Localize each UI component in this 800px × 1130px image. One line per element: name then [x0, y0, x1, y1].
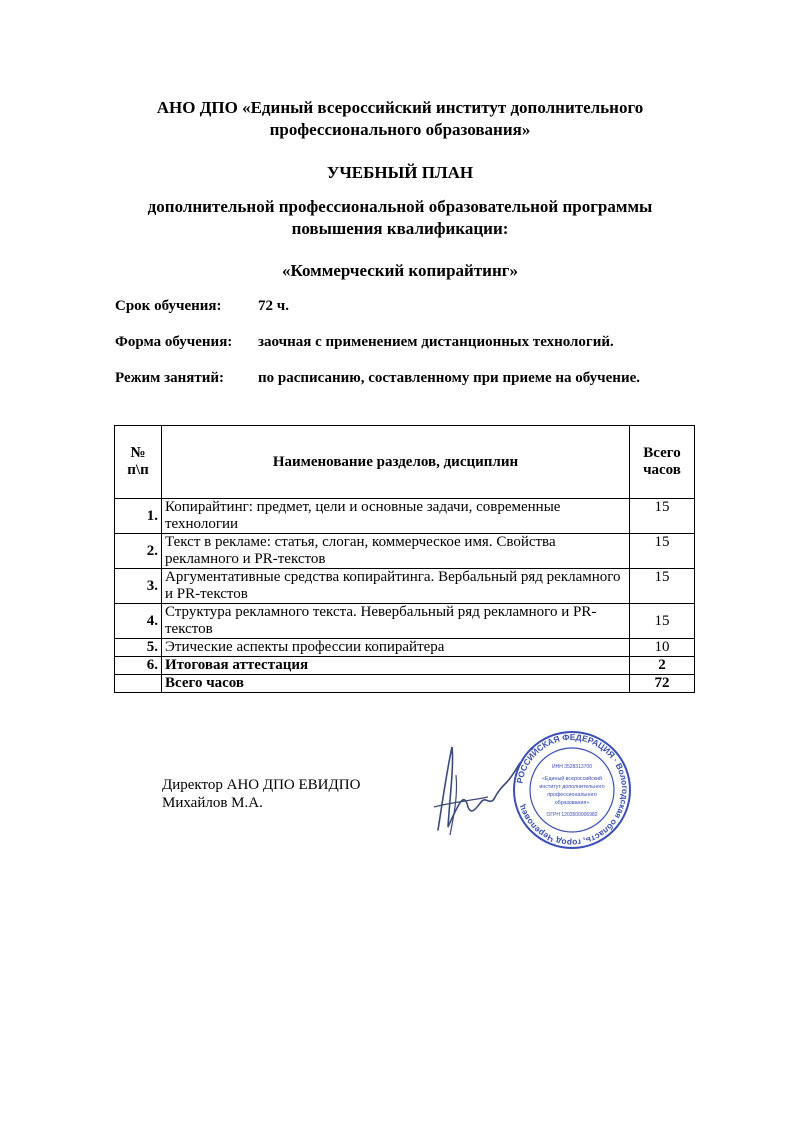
subtitle-line-1: дополнительной профессиональной образовательной программы	[147, 197, 653, 216]
row-num: 4.	[115, 604, 162, 639]
col-header-hours-line-2: часов	[643, 462, 681, 478]
term-label: Срок обучения:	[115, 298, 222, 314]
form-label: Форма обучения:	[115, 334, 233, 350]
col-header-hours-line-1: Всего	[643, 445, 681, 461]
row-num: 6.	[115, 657, 162, 675]
mode-value: по расписанию, составленному при приеме на обучение.	[258, 370, 640, 386]
form-value: заочная с применением дистанционных технологий.	[258, 334, 614, 350]
table-total-row	[115, 675, 695, 693]
row-hours: 15	[630, 604, 695, 639]
table-row	[115, 604, 695, 639]
stamp-inner-line-1: «Единый всероссийский	[541, 776, 603, 782]
total-num-empty	[115, 675, 162, 693]
subtitle-line-2: повышения квалификации:	[291, 219, 509, 238]
info-row-mode	[115, 369, 640, 387]
table-row	[115, 639, 695, 657]
stamp-outer-text: РОССИЙСКАЯ ФЕДЕРАЦИЯ · Вологодская область, город Череповец	[514, 731, 631, 849]
row-name: Этические аспекты профессии копирайтера	[162, 639, 630, 657]
info-row-form	[115, 333, 614, 351]
total-label: Всего часов	[162, 675, 630, 693]
mode-label: Режим занятий:	[115, 370, 225, 386]
organization-name	[0, 97, 800, 141]
table-header-row	[115, 426, 695, 499]
director-name: Михайлов М.А.	[162, 795, 263, 811]
row-hours: 15	[630, 499, 695, 534]
row-name: Копирайтинг: предмет, цели и основные задачи, современные технологии	[162, 499, 630, 534]
row-name: Итоговая аттестация	[162, 657, 630, 675]
director-position: Директор АНО ДПО ЕВИДПО	[162, 777, 361, 793]
curriculum-table	[114, 425, 695, 693]
info-row-term	[115, 297, 289, 315]
row-hours: 2	[630, 657, 695, 675]
row-name: Аргументативные средства копирайтинга. Вербальный ряд рекламного и PR-текстов	[162, 569, 630, 604]
row-hours: 15	[630, 569, 695, 604]
org-line-1: АНО ДПО «Единый всероссийский институт дополнительного	[156, 98, 644, 117]
course-name: «Коммерческий копирайтинг»	[282, 261, 518, 280]
col-header-hours	[630, 426, 695, 499]
table-row	[115, 657, 695, 675]
total-hours: 72	[630, 675, 695, 693]
row-num: 5.	[115, 639, 162, 657]
col-header-num: № п\п	[115, 426, 162, 499]
row-hours: 10	[630, 639, 695, 657]
col-header-name: Наименование разделов, дисциплин	[162, 426, 630, 499]
official-stamp	[510, 728, 634, 852]
stamp-inner-line-4: образования»	[554, 800, 590, 806]
document-title: УЧЕБНЫЙ ПЛАН	[326, 163, 474, 182]
term-value: 72 ч.	[258, 298, 289, 314]
org-line-2: профессионального образования»	[269, 120, 531, 139]
stamp-inner-line-3: профессионального	[547, 792, 597, 798]
stamp-inner-line-2: институт дополнительного	[539, 784, 605, 790]
table-row	[115, 534, 695, 569]
row-hours: 15	[630, 534, 695, 569]
table-row	[115, 499, 695, 534]
table-row	[115, 569, 695, 604]
stamp-ogrn: ОГРН 1203500006982	[546, 812, 598, 818]
row-name: Структура рекламного текста. Невербальный ряд рекламного и PR-текстов	[162, 604, 630, 639]
signature-block	[162, 776, 360, 812]
row-num: 1.	[115, 499, 162, 534]
document-subtitle	[0, 196, 800, 240]
row-num: 2.	[115, 534, 162, 569]
row-name: Текст в рекламе: статья, слоган, коммерческое имя. Свойства рекламного и PR-текстов	[162, 534, 630, 569]
row-num: 3.	[115, 569, 162, 604]
stamp-inn: ИНН 3528313700	[551, 764, 593, 770]
